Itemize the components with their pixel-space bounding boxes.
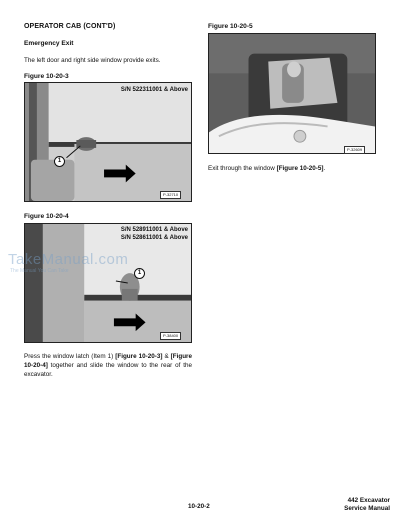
instruction-text: . [323,165,326,172]
emergency-exit-intro: The left door and right side window provide exits. [24,57,161,64]
window-latch-instruction [24,352,192,379]
emergency-exit-heading: Emergency Exit [24,40,74,47]
instruction-text: together and slide the window to the rear of the excavator. [24,362,192,378]
footer-title [344,497,390,513]
figure-10-20-3-callout: 1 [54,156,65,167]
footer-page-number: 10-20-2 [188,503,210,510]
figure-10-20-4-photo-code: P-38400 [160,332,181,340]
footer-model: 442 Excavator [347,497,390,504]
section-title: OPERATOR CAB (CONT'D) [24,23,116,30]
figure-reference: [Figure 10-20-4] [24,353,193,369]
figure-10-20-5-photo [208,33,376,154]
watermark-tagline: The Manual You Can Take [10,268,69,274]
footer-manual: Service Manual [344,505,390,512]
figure-reference: [Figure 10-20-3] [115,353,163,360]
figure-10-20-3-label: Figure 10-20-3 [24,73,69,80]
figure-10-20-3-serial: S/N 522311001 & Above [120,87,188,93]
figure-10-20-4-serial-1: S/N 528911001 & Above [120,227,188,233]
exit-instruction [208,164,376,173]
watermark-brand: TakeManual.com [8,251,129,268]
figure-10-20-4-label: Figure 10-20-4 [24,213,69,220]
figure-10-20-3-photo [24,82,192,202]
figure-reference: [Figure 10-20-5] [276,165,324,172]
figure-10-20-3-photo-code: P-32710 [160,191,181,199]
figure-10-20-4-serial-2: S/N 528611001 & Above [120,235,188,241]
figure-10-20-5-label: Figure 10-20-5 [208,23,253,30]
figure-10-20-4-callout: 1 [134,268,145,279]
figure-10-20-5-photo-code: P-32609 [344,146,365,154]
instruction-text: Exit through the window [208,165,277,172]
instruction-text: Press the window latch (Item 1) [24,353,116,360]
instruction-text: & [162,353,171,360]
